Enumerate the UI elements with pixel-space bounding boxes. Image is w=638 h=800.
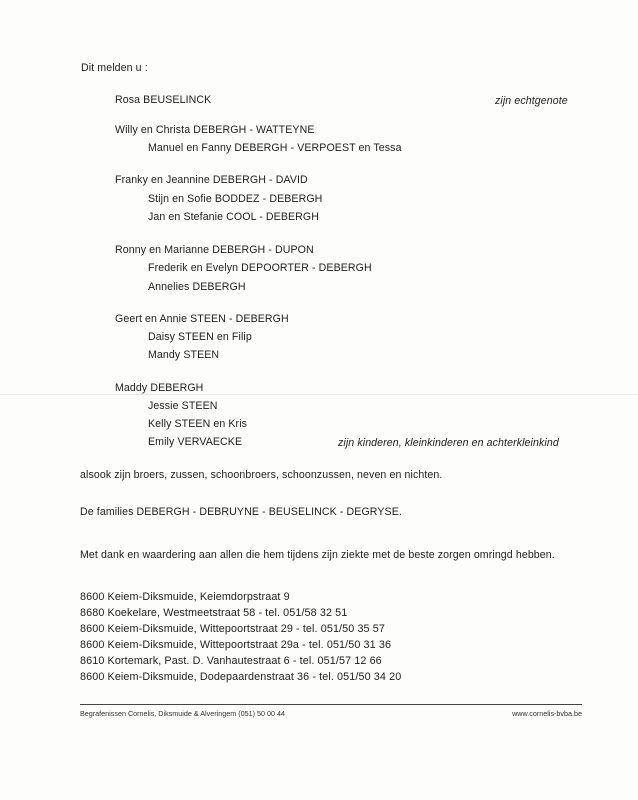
address-2: 8680 Koekelare, Westmeetstraat 58 - tel. 051/58 32 51: [80, 607, 348, 619]
family-4-child-1: Daisy STEEN en Filip: [148, 331, 252, 343]
family-2-parents: Franky en Jeannine DEBERGH - DAVID: [115, 174, 308, 186]
fold-line: [0, 394, 638, 395]
thanks-line: Met dank en waardering aan allen die hem tijdens zijn ziekte met de beste zorgen omringd hebben.: [80, 549, 555, 561]
family-4-child-2: Mandy STEEN: [148, 349, 220, 361]
family-2-child-1: Stijn en Sofie BODDEZ - DEBERGH: [148, 193, 323, 205]
family-5-child-3: Emily VERVAECKE: [148, 436, 243, 448]
footer-website: www.cornelis-bvba.be: [512, 709, 582, 718]
family-5-child-2: Kelly STEEN en Kris: [148, 418, 248, 430]
address-5: 8610 Kortemark, Past. D. Vanhautestraat 6 - tel. 051/57 12 66: [80, 655, 382, 667]
address-4: 8600 Keiem-Diksmuide, Wittepoortstraat 29a - tel. 051/50 31 36: [80, 639, 392, 651]
family-4-parents: Geert en Annie STEEN - DEBERGH: [115, 313, 289, 325]
address-6: 8600 Keiem-Diksmuide, Dodepaardenstraat 36 - tel. 051/50 34 20: [80, 671, 402, 683]
intro-text: Dit melden u :: [81, 62, 148, 74]
families-line: De families DEBERGH - DEBRUYNE - BEUSELINCK - DEGRYSE.: [80, 506, 402, 518]
family-5-child-1: Jessie STEEN: [148, 400, 218, 412]
spouse-relation: zijn echtgenote: [495, 95, 568, 107]
family-1-child-1: Manuel en Fanny DEBERGH - VERPOEST en Tessa: [148, 142, 402, 154]
children-relation: zijn kinderen, kleinkinderen en achterkleinkind: [338, 437, 559, 449]
family-3-child-2: Annelies DEBERGH: [148, 281, 246, 293]
footer-undertaker: Begrafenissen Cornelis, Diksmuide & Alveringem (051) 50 00 44: [80, 709, 285, 718]
footer-divider: [80, 704, 582, 705]
family-3-child-1: Frederik en Evelyn DEPOORTER - DEBERGH: [148, 262, 372, 274]
family-1-parents: Willy en Christa DEBERGH - WATTEYNE: [115, 124, 315, 136]
family-5-parents: Maddy DEBERGH: [115, 382, 204, 394]
address-1: 8600 Keiem-Diksmuide, Keiemdorpstraat 9: [80, 591, 290, 603]
spouse-name: Rosa BEUSELINCK: [115, 94, 212, 106]
family-2-child-2: Jan en Stefanie COOL - DEBERGH: [148, 211, 319, 223]
family-3-parents: Ronny en Marianne DEBERGH - DUPON: [115, 244, 314, 256]
siblings-line: alsook zijn broers, zussen, schoonbroers, schoonzussen, neven en nichten.: [80, 469, 443, 481]
address-3: 8600 Keiem-Diksmuide, Wittepoortstraat 29 - tel. 051/50 35 57: [80, 623, 385, 635]
